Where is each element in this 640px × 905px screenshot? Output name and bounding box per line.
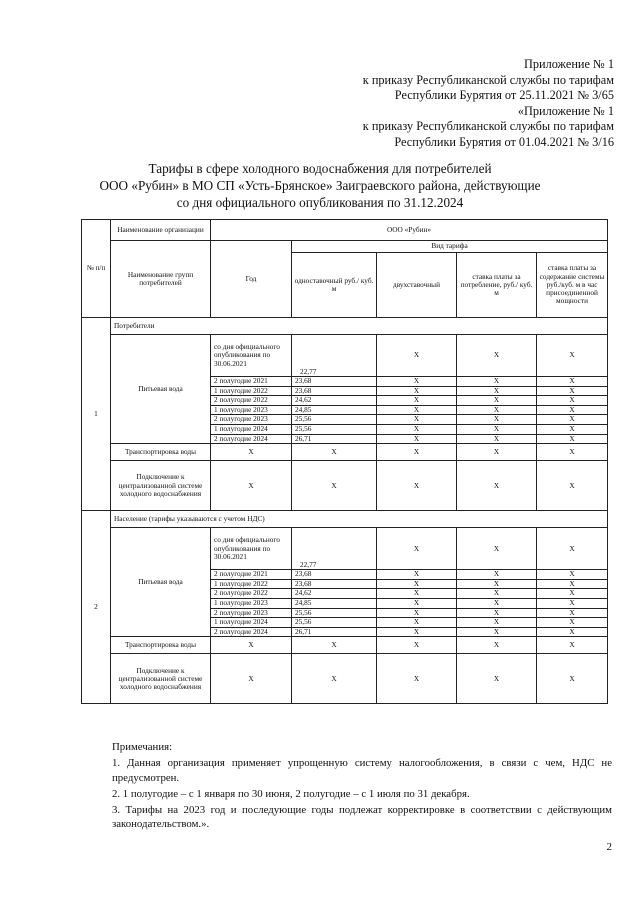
notes-block [112,740,612,832]
capacity-rate-cell: Х [537,608,608,618]
capacity-rate-cell: Х [537,424,608,434]
usage-rate-cell: Х [457,424,537,434]
two-rate-cell: Х [377,424,457,434]
transport-label: Транспортировка воды [111,637,211,654]
period-cell: 2 полугодие 2021 [211,377,292,387]
connection-row [82,654,608,704]
header-two-rate: двухставочный [377,253,457,318]
period-cell: со дня официального опубликования по 30.06.2021 [211,335,292,377]
tariff-value-cell: 22,77 [292,335,377,377]
transport-value-cell: Х [537,637,608,654]
two-rate-cell: Х [377,415,457,425]
transport-value-cell: Х [537,444,608,461]
connection-label: Подключение к централизованной системе холодного водоснабжения [111,654,211,704]
category-row [82,318,608,335]
usage-rate-cell: Х [457,405,537,415]
tariff-value-cell: 25,56 [292,424,377,434]
tariff-value-cell: 23,68 [292,386,377,396]
tariff-value-cell: 24,85 [292,598,377,608]
connection-value-cell: Х [457,654,537,704]
usage-rate-cell: Х [457,528,537,570]
capacity-rate-cell: Х [537,434,608,444]
connection-value-cell: Х [292,461,377,511]
two-rate-cell: Х [377,434,457,444]
period-cell: 2 полугодие 2024 [211,434,292,444]
capacity-rate-cell: Х [537,528,608,570]
title-line: ООО «Рубин» в МО СП «Усть-Брянское» Заиграевского района, действующие [99,178,541,193]
title-line: со дня официального опубликования по 31.12.2024 [176,195,464,210]
transport-value-cell: Х [292,637,377,654]
notes-title: Примечания: [112,741,173,753]
period-cell: 1 полугодие 2022 [211,386,292,396]
period-cell: 2 полугодие 2024 [211,627,292,637]
connection-value-cell: Х [211,654,292,704]
header-group-label: Наименование групп потребителей [111,241,211,318]
capacity-rate-cell: Х [537,377,608,387]
capacity-rate-cell: Х [537,570,608,580]
connection-label: Подключение к централизованной системе холодного водоснабжения [111,461,211,511]
usage-rate-cell: Х [457,434,537,444]
header-usage-rate: ставка платы за потребление, руб./ куб. м [457,253,537,318]
two-rate-cell: Х [377,589,457,599]
connection-value-cell: Х [292,654,377,704]
table-row [82,528,608,570]
category-label: Потребители [111,318,608,335]
connection-value-cell: Х [537,461,608,511]
usage-rate-cell: Х [457,570,537,580]
page-number: 2 [606,841,612,853]
connection-value-cell: Х [537,654,608,704]
row-number: 1 [82,318,111,511]
two-rate-cell: Х [377,377,457,387]
transport-row [82,637,608,654]
period-cell: 2 полугодие 2021 [211,570,292,580]
header-line: Республики Бурятия от 01.04.2021 № 3/16 [394,134,614,149]
period-cell: 2 полугодие 2022 [211,396,292,406]
tariff-value-cell: 25,56 [292,415,377,425]
tariff-value-cell: 26,71 [292,627,377,637]
usage-rate-cell: Х [457,618,537,628]
category-label: Население (тарифы указываются с учетом НДС) [111,511,608,528]
header-tariff-type: Вид тарифа [292,241,608,253]
period-cell: 2 полугодие 2022 [211,589,292,599]
period-cell: 2 полугодие 2023 [211,415,292,425]
capacity-rate-cell: Х [537,335,608,377]
connection-row [82,461,608,511]
usage-rate-cell: Х [457,386,537,396]
period-cell: 1 полугодие 2023 [211,405,292,415]
transport-label: Транспортировка воды [111,444,211,461]
period-cell: 2 полугодие 2023 [211,608,292,618]
connection-value-cell: Х [211,461,292,511]
two-rate-cell: Х [377,405,457,415]
two-rate-cell: Х [377,608,457,618]
capacity-rate-cell: Х [537,386,608,396]
title-line: Тарифы в сфере холодного водоснабжения для потребителей [148,161,492,176]
tariff-value-cell: 24,62 [292,396,377,406]
connection-value-cell: Х [377,461,457,511]
tariff-value-cell: 26,71 [292,434,377,444]
two-rate-cell: Х [377,598,457,608]
usage-rate-cell: Х [457,598,537,608]
two-rate-cell: Х [377,627,457,637]
tariff-value-cell: 23,68 [292,570,377,580]
transport-value-cell: Х [377,444,457,461]
header-org-name: ООО «Рубин» [211,220,608,241]
tariff-value-cell: 25,56 [292,608,377,618]
tariff-value-cell: 24,62 [292,589,377,599]
note-item: 2. 1 полугодие – с 1 января по 30 июня, 2 полугодие – с 1 июля по 31 декабря. [112,787,470,800]
transport-row [82,444,608,461]
period-cell: 1 полугодие 2024 [211,618,292,628]
two-rate-cell: Х [377,570,457,580]
usage-rate-cell: Х [457,335,537,377]
connection-value-cell: Х [457,461,537,511]
connection-value-cell: Х [377,654,457,704]
tariff-table [81,219,608,704]
usage-rate-cell: Х [457,415,537,425]
capacity-rate-cell: Х [537,579,608,589]
header-line: Республики Бурятия от 25.11.2021 № 3/65 [394,88,614,103]
transport-value-cell: Х [211,444,292,461]
header-line: к приказу Республиканской службы по тарифам [362,119,614,134]
service-label: Питьевая вода [111,528,211,637]
capacity-rate-cell: Х [537,415,608,425]
capacity-rate-cell: Х [537,618,608,628]
two-rate-cell: Х [377,335,457,377]
tariff-value-cell: 23,68 [292,579,377,589]
transport-value-cell: Х [457,637,537,654]
capacity-rate-cell: Х [537,598,608,608]
transport-value-cell: Х [457,444,537,461]
usage-rate-cell: Х [457,396,537,406]
tariff-value-cell: 22,77 [292,528,377,570]
header-line: Приложение № 1 [523,57,614,71]
category-row [82,511,608,528]
table-row [82,335,608,377]
usage-rate-cell: Х [457,579,537,589]
two-rate-cell: Х [377,396,457,406]
transport-value-cell: Х [211,637,292,654]
capacity-rate-cell: Х [537,405,608,415]
header-single-rate: одноставочный руб./ куб. м [292,253,377,318]
two-rate-cell: Х [377,386,457,396]
period-cell: 1 полугодие 2022 [211,579,292,589]
period-cell: со дня официального опубликования по 30.06.2021 [211,528,292,570]
tariff-value-cell: 24,85 [292,405,377,415]
usage-rate-cell: Х [457,627,537,637]
header-line: «Приложение № 1 [517,103,614,118]
header-year: Год [211,241,292,318]
usage-rate-cell: Х [457,589,537,599]
header-block [363,57,614,151]
two-rate-cell: Х [377,579,457,589]
capacity-rate-cell: Х [537,589,608,599]
note-item: 1. Данная организация применяет упрощенную систему налогообложения, в связи с чем, НДС не предусмотрен. [112,757,612,784]
period-cell: 1 полугодие 2023 [211,598,292,608]
usage-rate-cell: Х [457,377,537,387]
header-no: № п/п [82,220,111,318]
header-capacity-rate: ставка платы за содержание системы руб./куб. м в час присоединенной мощности [537,253,608,318]
capacity-rate-cell: Х [537,396,608,406]
row-number: 2 [82,511,111,704]
header-line: к приказу Республиканской службы по тарифам [362,72,614,87]
note-item: 3. Тарифы на 2023 год и последующие годы подлежат корректировке в соответствии с действующим законодательством.». [112,804,612,831]
transport-value-cell: Х [377,637,457,654]
two-rate-cell: Х [377,528,457,570]
tariff-value-cell: 25,56 [292,618,377,628]
document-title [0,160,640,211]
header-org-label: Наименование организации [111,220,211,241]
capacity-rate-cell: Х [537,627,608,637]
usage-rate-cell: Х [457,608,537,618]
transport-value-cell: Х [292,444,377,461]
two-rate-cell: Х [377,618,457,628]
period-cell: 1 полугодие 2024 [211,424,292,434]
service-label: Питьевая вода [111,335,211,444]
tariff-value-cell: 23,68 [292,377,377,387]
